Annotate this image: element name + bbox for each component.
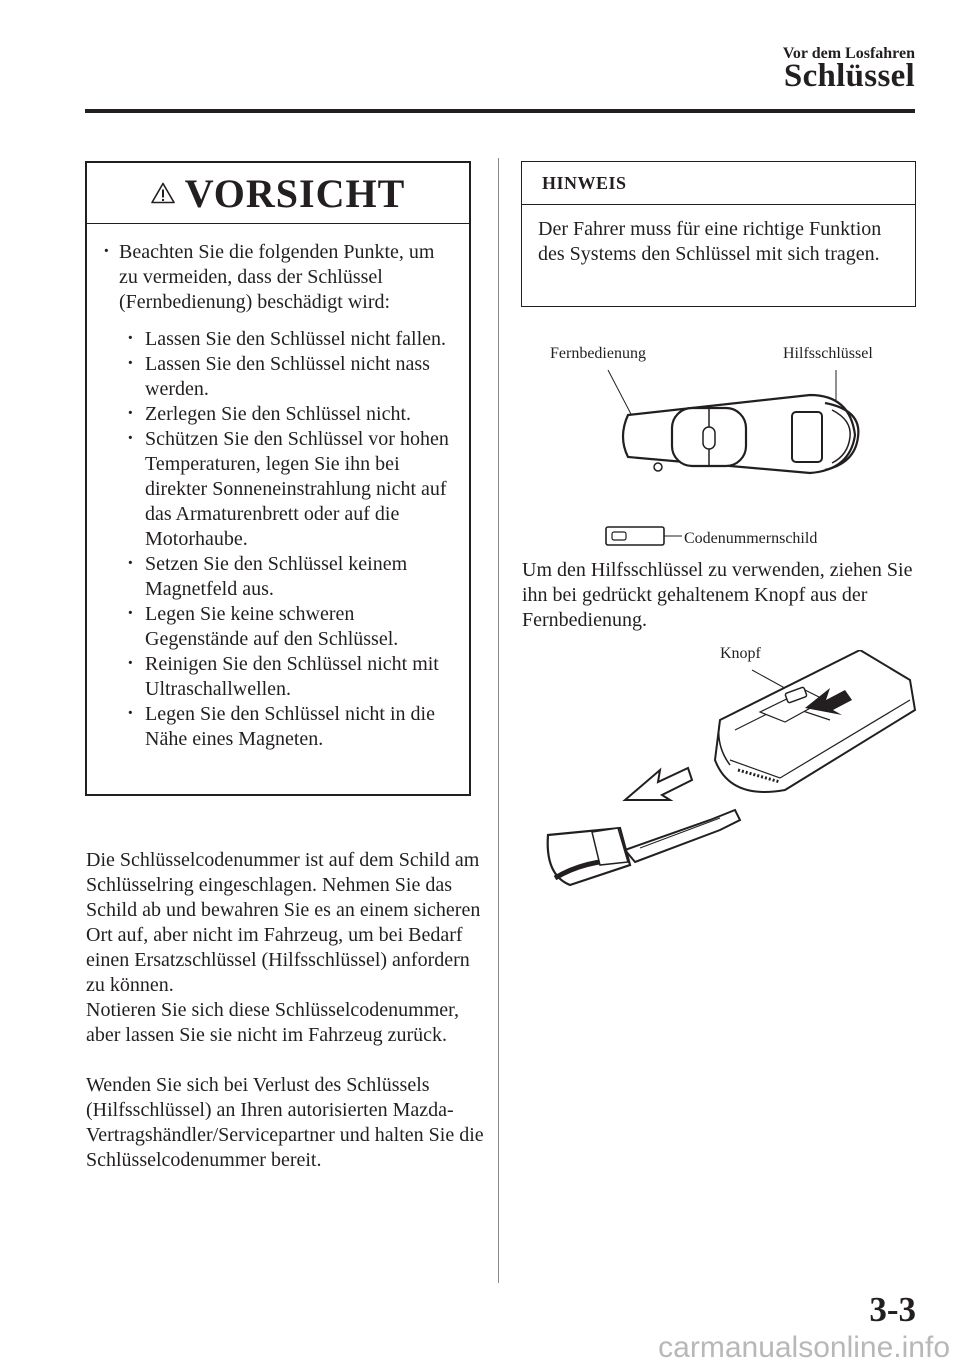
column-divider [498,158,499,1283]
caution-box [85,161,471,796]
caution-body [87,224,469,752]
label-remote: Fernbedienung [550,345,646,362]
note-box [521,161,916,307]
label-code-tag: Codenummernschild [684,530,818,547]
caution-intro: · Beachten Sie die folgenden Punkte, um zu vermeiden, dass der Schlüssel (Fernbedienung) beschädigt wird: [103,240,451,315]
caution-item: · Legen Sie den Schlüssel nicht in die Nähe eines Magneten. [127,702,451,752]
header-rule [85,109,915,113]
caution-title: VORSICHT [184,170,406,216]
remote-key-illustration [600,365,870,550]
caution-item: · Zerlegen Sie den Schlüssel nicht. [127,402,451,427]
note-text: Der Fahrer muss für eine richtige Funktion des Systems den Schlüssel mit sich tragen. [538,218,882,265]
caution-list [127,327,451,752]
watermark: carmanualsonline.info [658,1331,950,1364]
warning-triangle-icon [151,182,175,204]
caution-header [87,163,469,224]
instruction-text: Um den Hilfsschlüssel zu verwenden, ziehen Sie ihn bei gedrückt gehaltenem Knopf aus der Fernbedienung. [522,559,913,631]
caution-item: · Setzen Sie den Schlüssel keinem Magnetfeld aus. [127,552,451,602]
caution-item: · Legen Sie keine schweren Gegenstände auf den Schlüssel. [127,602,451,652]
section-title: Vor dem Losfahren [782,45,915,62]
page-title: Schlüssel [783,58,915,94]
body-text [86,848,486,1173]
caution-item: · Schützen Sie den Schlüssel vor hohen Temperaturen, legen Sie ihn bei direkter Sonneneinstrahlung nicht auf das Armaturenbrett oder auf die Motorhaube. [127,427,451,552]
paragraph-note-code: Notieren Sie sich diese Schlüsselcodenummer, aber lassen Sie sie nicht im Fahrzeug zurück. [86,999,459,1046]
paragraph-key-code: Die Schlüsselcodenummer ist auf dem Schild am Schlüsselring eingeschlagen. Nehmen Sie das Schild ab und bewahren Sie es an einem sicheren Ort auf, aber nicht im Fahrzeug, um bei Bedarf einen Ersatzschlüssel (Hilfsschlüssel) anfordern zu können. [86,849,481,996]
paragraph-lost-key: Wenden Sie sich bei Verlust des Schlüssels (Hilfsschlüssel) an Ihren autorisierten Mazda-Vertragshändler/Servicepartner und halten Sie die Schlüsselcodenummer bereit. [86,1074,484,1171]
note-title: HINWEIS [522,162,915,205]
caution-item: · Lassen Sie den Schlüssel nicht fallen. [127,327,451,352]
caution-item: · Reinigen Sie den Schlüssel nicht mit Ultraschallwellen. [127,652,451,702]
aux-key-removal-illustration [530,650,920,900]
label-button: Knopf [720,645,761,662]
page-number: 3-3 [869,1290,916,1329]
label-aux-key: Hilfsschlüssel [783,345,873,362]
caution-item: · Lassen Sie den Schlüssel nicht nass werden. [127,352,451,402]
